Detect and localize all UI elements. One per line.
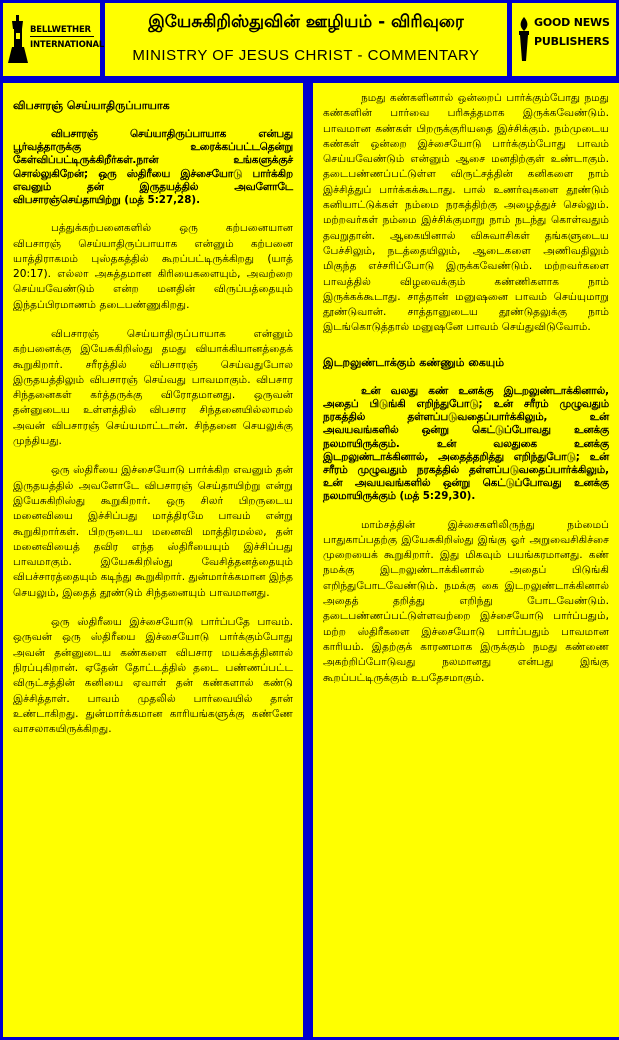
verse-matthew-5-29: உன் வலது கண் உனக்கு இடறலுண்டாக்கினால், அதைப் பிடுங்கி எறிந்துபோடு; உன் சரீரம் முழுவதும் நரகத்தில் தள்ளப்படுவதைப்பார்க்கிலும், உன் அவயவங்களில் ஒன்று கெட்டுப்போவது உனக்கு நலமாயிருக்கும். உன் வலதுகை உனக்கு இடறலுண்டாக்கினால், அதைத்தறித்து எறிந்துபோடு; உன் சரீரம் முழுவதும் நரகத்தில் தள்ளப்படுவதைப்பார்க்கிலும், உன் அவயவங்களில் ஒன்று கெட்டுப்போவது உனக்கு நலமாயிருக்கும் (மத் 5:29,30). <box>323 384 609 503</box>
paragraph: நமது கண்களினால் ஒன்றைப் பார்க்கும்போது நமது கண்களின் பார்வை பரிசுத்தமாக இருக்கவேண்டும். பாவமான கண்கள் பிறருக்குரியதை இச்சிக்கும். நம்முடைய கண்கள் ஒன்றை இச்சையோடு பார்க்கும்போது பாவம் செய்யவேண்டும் என்னும் ஆசை மனதிற்குள் உண்டாகும். தடைபண்ணப்பட்டுள்ள விருட்சத்தின் கனிகளை நாம் இச்சித்துப் பார்க்கக்கூடாது. பால் உணர்வுகளை தூண்டும் கனியாட்டுக்கள் நம்மை நரகத்திற்கு அழைத்துச் செல்லும். மற்றவர்கள் நம்மை இச்சிக்குமாறு நாம் நடந்து கொள்வதும் தவறுதான். ஆகையினால் விசுவாசிகள் தங்களுடைய பேச்சிலும், நடத்தையிலும், ஆடைகளை அணிவதிலும் மிகுந்த எச்சரிப்போடு இருக்கவேண்டும். மற்றவர்களை பாவத்தில் விழவைக்கும் கண்ணிகளாக நாம் இருக்கக்கூடாது. சாத்தான் மனுஷனை பாவம் செய்யுமாறு தூண்டுவான். சாத்தானுடைய தூண்டுதலுக்கு நாம் இடங்கொடுத்தால் மனுஷனே பாவம் செய்துவிடுவோம். <box>323 92 609 334</box>
bellwether-logo <box>3 3 105 76</box>
paragraph: ஒரு ஸ்திரீயை இச்சையோடு பார்ப்பதே பாவம். ஒருவன் ஒரு ஸ்திரீயை இச்சையோடு பார்க்கும்போது அவன் தன்னுடைய கண்களை விபசார மயக்கத்தினால் நிரப்புகிறான். ஏதேன் தோட்டத்தில் தடை பண்ணப்பட்ட விருட்சத்தின் கனியை ஏவாள் தன் கண்களால் கண்டு இச்சித்தாள். பாவம் முதலில் பார்வையில் தான் உண்டாகிறது. துன்மார்க்கமான காரியங்களுக்கு கண்ணே வாசலாகயிருக்கிறது. <box>13 616 293 736</box>
bellwether-line2: INTERNATIONAL <box>30 40 105 50</box>
paragraph: பத்துக்கற்பனைகளில் ஒரு கற்பனையான விபசாரஞ் செய்யாதிருப்பாயாக என்னும் கற்பனை யாத்திராகமம் புஸ்தகத்தில் கூறப்பட்டிருக்கிறது (யாத் 20:17). எல்லா அசுத்தமான கிரியைகளையும், அவற்றை செய்யவேண்டும் என்ற மனதின் விருப்பத்தையும் இந்தப்பிரமாணம் தடைபண்ணுகிறது. <box>13 222 293 311</box>
right-column <box>310 83 619 1037</box>
paragraph: ஒரு ஸ்திரீயை இச்சையோடு பார்க்கிற எவனும் தன் இருதயத்தில் அவளோடே விபசாரஞ் செய்தாயிற்று என்று இயேசுகிறிஸ்து கூறுகிறார். ஒரு சிலர் பிறருடைய மனைவியை இச்சிப்பது மாத்திரமே பாவம் என்று கூறுகிறார்கள். பிறருடைய மனைவி மாத்திரமல்ல, தன் மனைவியைத் தவிர எந்த ஸ்திரீயையும் இச்சிப்பது பாவமாகும். இயேசுகிறிஸ்து வேசித்தனத்தையும் விபச்சாரத்தையும் கடிந்து கூறுகிறார். துன்மார்க்கமான இந்த செயலும், இதைத் தூண்டும் சிந்தனையும் பாவமானது. <box>13 464 293 599</box>
left-column <box>3 83 306 1037</box>
title-tamil: இயேசுகிறிஸ்துவின் ஊழியம் - விரிவுரை <box>148 12 464 32</box>
bell-tower-icon <box>8 15 28 63</box>
paragraph: விபசாரஞ் செய்யாதிருப்பாயாக என்னும் கற்பனைக்கு இயேசுகிறிஸ்து தமது வியாக்கியானத்தைக் கூறுகிறார். சரீரத்தில் விபசாரஞ் செய்வதுபோல இருதயத்திலும் விபசாரஞ் செய்வது பாவமாகும். விபசார சிந்தனைகள் கர்த்தருக்கு விரோதமானது. ஒருவன் தன்னுடைய உள்ளத்தில் விபசார சிந்தனையில்லாமல் அவன் விபசாரஞ் செய்யமாட்டான். சிந்தனை செயலுக்கு முந்தியது. <box>13 328 293 448</box>
paragraph: மாம்சத்தின் இச்சைகளிலிருந்து நம்மைப் பாதுகாப்பதற்கு இயேசுகிறிஸ்து இங்கு ஓர் அறுவைசிகிச்சை முறையைக் கூறுகிறார். இது மிகவும் பயங்கரமானது. கண் நமக்கு இடறலுண்டாக்கினால் அதைப் பிடுங்கி எறிந்துபோடவேண்டும். நமக்கு கை இடறலுண்டாக்கினால் அதைத் தறித்து எறிந்து போடவேண்டும். தடைபண்ணப்பட்டுள்ளவற்றை இச்சையோடு பார்ப்பதும், மற்ற ஸ்திரீகளை இச்சையோடு பார்ப்பதும் பாவமான காரியம். இதற்குக் காரணமாக இருக்கும் நமது கண்ணை அகற்றிப்போடுவது நலமானது என்பது இங்கு கூறப்பட்டிருக்கும் உபதேசமாகும். <box>323 518 609 684</box>
header-bar <box>0 0 619 80</box>
section-heading-adultery: விபசாரஞ் செய்யாதிருப்பாயாக <box>13 99 170 112</box>
good-news-line1: GOOD NEWS <box>534 16 610 29</box>
torch-icon <box>516 17 532 61</box>
good-news-line2: PUBLISHERS <box>534 35 610 48</box>
section-heading-stumbling: இடறலுண்டாக்கும் கண்ணும் கையும் <box>323 355 505 369</box>
good-news-logo <box>512 3 616 76</box>
title-english: MINISTRY OF JESUS CHRIST - COMMENTARY <box>132 47 480 64</box>
logo-divider <box>30 36 94 37</box>
verse-matthew-5-27: விபசாரஞ் செய்யாதிருப்பாயாக என்பது பூர்வத்தாருக்கு உரைக்கப்பட்டதென்று கேள்விப்பட்டிருக்கிறீர்கள்.நான் உங்களுக்குச் சொல்லுகிறேன்; ஒரு ஸ்திரீயை இச்சையோடு பார்க்கிற எவனும் தன் இருதயத்தில் அவளோடே விபசாரஞ்செய்தாயிற்று (மத் 5:27,28). <box>13 128 293 207</box>
bellwether-line1: BELLWETHER <box>30 25 91 35</box>
title-box <box>105 3 507 76</box>
